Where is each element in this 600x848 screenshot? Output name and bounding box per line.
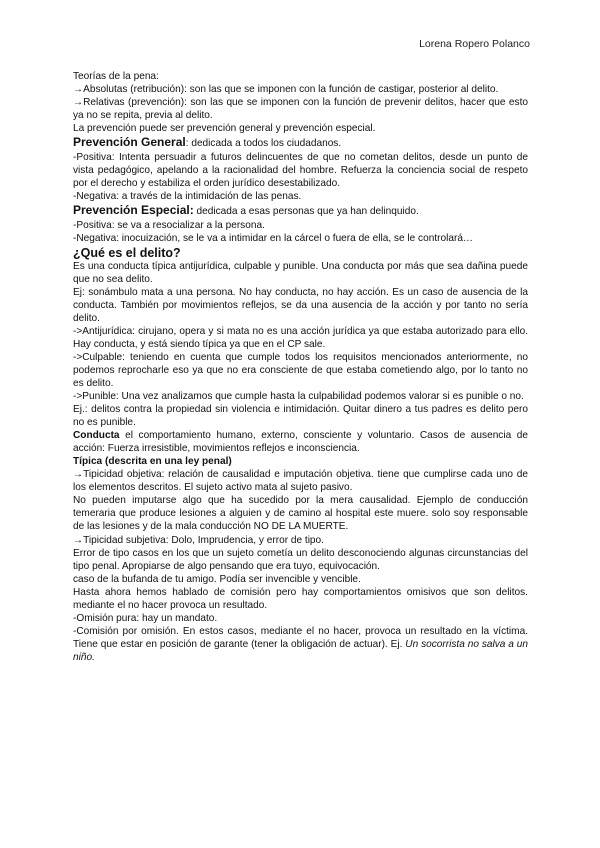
paragraph: →Tipicidad objetiva: relación de causalidad e imputación objetiva. tiene que cumplirse cada uno de los elementos descritos. El sujeto activo mata al sujeto pasivo. xyxy=(73,469,528,494)
paragraph: caso de la bufanda de tu amigo. Podía ser invencible y vencible. xyxy=(73,573,361,585)
paragraph-text: -Comisión por omisión. En estos casos, mediante el no hacer, provoca un resultado en la víctima. Tiene que estar en posición de garante (tener la obligación de actuar). Ej. xyxy=(73,625,528,650)
paragraph: Es una conducta típica antijurídica, culpable y punible. Una conducta por más que sea dañina puede que no sea delito. xyxy=(73,260,528,285)
author-name: Lorena Ropero Polanco xyxy=(419,38,530,50)
heading-que-es-el-delito: ¿Qué es el delito? xyxy=(73,245,181,260)
paragraph: ->Punible: Una vez analizamos que cumple hasta la culpabilidad podemos valorar si es punible o no. xyxy=(73,390,524,402)
paragraph: -Negativa: a través de la intimidación de las penas. xyxy=(73,191,302,203)
paragraph-conducta xyxy=(73,429,528,455)
bold-term: Conducta xyxy=(73,430,120,442)
italic-example: Un socorrista no salva a un niño. xyxy=(73,638,528,663)
paragraph: →Relativas (prevención): son las que se imponen con la función de prevenir delitos, hacer que esto ya no se repita, previa al delito. xyxy=(73,97,528,122)
paragraph: ->Culpable: teniendo en cuenta que cumple todos los requisitos mencionados anteriormente, no podemos reprocharle eso ya que no era consciente de que estaba cometiendo algo, por lo tanto no es delito. xyxy=(73,351,528,389)
paragraph: -Positiva: Intenta persuadir a futuros delincuentes de que no cometan delitos, desde un punto de vista pedagógico, apelando a la racionalidad del hombre. Refuerza la conciencia social de respeto por el derecho y estabiliza el orden jurídico desestabilizado. xyxy=(73,152,528,190)
paragraph: Error de tipo casos en los que un sujeto cometía un delito desconociendo algunas circunstancias del tipo penal. Apropiarse de algo pensando que era tuyo, equivocación. xyxy=(73,547,528,572)
paragraph: No pueden imputarse algo que ha sucedido por la mera causalidad. Ejemplo de conducción temeraria que produce lesiones a alguien y de camino al hospital este muere. solo soy responsable de las lesiones y de la mala conducción NO DE LA MUERTE. xyxy=(73,495,528,533)
heading-text: Prevención General xyxy=(73,135,186,150)
paragraph: -Omisión pura: hay un mandato. xyxy=(73,612,218,624)
heading-prevencion-especial xyxy=(73,203,528,219)
paragraph: Teorías de la pena: xyxy=(73,71,159,82)
document-body xyxy=(73,70,528,664)
paragraph: -Positiva: se va a resocializar a la persona. xyxy=(73,220,265,232)
paragraph: Ej.: delitos contra la propiedad sin violencia e intimidación. Quitar dinero a tus padres es delito pero no es punible. xyxy=(73,404,528,429)
paragraph: →Tipicidad subjetiva: Dolo, Imprudencia, y error de tipo. xyxy=(73,534,324,546)
paragraph: ->Antijurídica: cirujano, opera y si mata no es una acción jurídica ya que estaba autorizado para ello. Hay conducta, y está siendo típica ya que en el CP sale. xyxy=(73,325,528,350)
heading-tipica: Típica (descrita en una ley penal) xyxy=(73,456,232,468)
heading-description: : dedicada a todos los ciudadanos. xyxy=(185,138,342,150)
paragraph-comision-por-omision xyxy=(73,625,528,664)
heading-text: Prevención Especial: xyxy=(73,203,194,218)
paragraph: Hasta ahora hemos hablado de comisión pero hay comportamientos omisivos que son delitos. mediante el no hacer provoca un resultado. xyxy=(73,586,528,611)
paragraph-text: el comportamiento humano, externo, consciente y voluntario. Casos de ausencia de acción: Fuerza irresistible, movimientos reflejos e inconsciencia. xyxy=(73,430,528,455)
paragraph: Ej: sonámbulo mata a una persona. No hay conducta, no hay acción. Es un caso de ausencia de la conducta. También por movimientos reflejos, se da una ausencia de la acción y por tanto no sería delito. xyxy=(73,286,528,324)
paragraph: →Absolutas (retribución): son las que se imponen con la función de castigar, posterior al delito. xyxy=(73,84,499,96)
heading-description: dedicada a esas personas que ya han delinquido. xyxy=(193,206,419,218)
paragraph: La prevención puede ser prevención general y prevención especial. xyxy=(73,123,376,135)
heading-prevencion-general xyxy=(73,135,528,151)
paragraph: -Negativa: inocuización, se le va a intimidar en la cárcel o fuera de ella, se le controlará… xyxy=(73,233,474,245)
